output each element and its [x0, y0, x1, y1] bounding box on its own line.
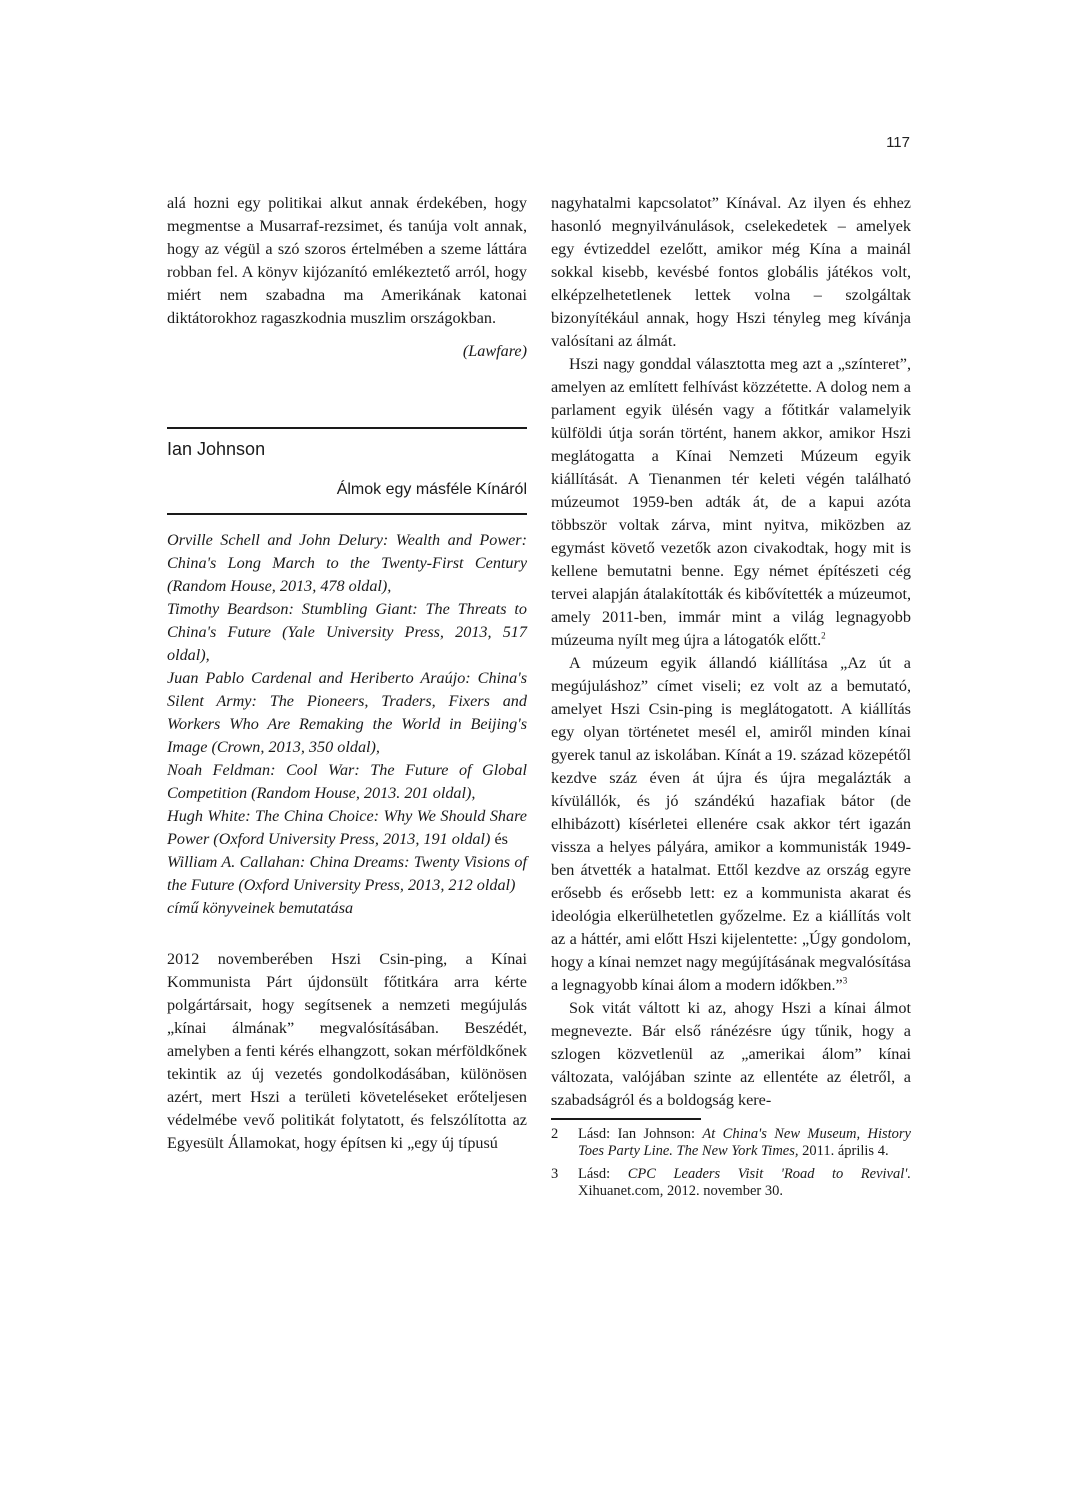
footnote-number: 3 [551, 1166, 559, 1182]
book-entry: Juan Pablo Cardenal and Heriberto Araújo: China's Silent Army: The Pioneers, Traders, Fixers and Workers Who Are Remaking the World in Beijing's Image (Crown, 2013, 350 oldal), [167, 669, 527, 756]
footnote-divider [551, 1118, 701, 1120]
footnote-text: Lásd: [578, 1166, 628, 1182]
book-entry-text: Hugh White: The China Choice: Why We Should Share Power (Oxford University Press, 2013, 191 oldal) [167, 807, 527, 848]
right-column [551, 192, 911, 1206]
footnote [551, 1126, 911, 1160]
footnotes [551, 1126, 911, 1200]
footnote-title: CPC Leaders Visit 'Road to Revival'. [627, 1166, 911, 1182]
body-paragraph [551, 192, 911, 353]
book-entry: Orville Schell and John Delury: Wealth and Power: China's Long March to the Twenty-First Century (Random House, 2013, 478 oldal), [167, 531, 527, 595]
books-conjunction: és [490, 830, 508, 848]
reviewed-books-list [167, 529, 527, 920]
footnote-title: At China's New Museum, History Toes Party Line. The New York Times, [578, 1126, 911, 1159]
body-paragraph: 2012 novemberében Hszi Csin-ping, a Kínai Kommunista Párt újdonsült főtitkára arra kérte polgártársait, hogy segítsenek a nemzeti megújulás „kínai álmának” megvalósításában. Beszédét, amelyben a fenti kérés elhangzott, sokan mérföldkőnek tekintik az új vezetés gondolkodásában, különösen azért, mert Hszi a területi követeléseket erőteljesen védelmébe vevő politikát folytatott, és felszólította az Egyesült Államokat, hogy építsen ki „egy új típusú [167, 950, 527, 1152]
book-entry: Noah Feldman: Cool War: The Future of Global Competition (Random House, 2013. 201 oldal), [167, 761, 527, 802]
footnote-text: Lásd: Ian Johnson: [578, 1126, 703, 1142]
paragraph-text: Sok vitát váltott ki az, ahogy Hszi a kínai álmot megnevezte. Bár első ránézésre úgy tűnik, hogy a szlogen közvetlenül az „amerikai álom” kínai változata, valójában szinte az ellentéte az életről, a szabadságról és a boldogság kere- [551, 999, 911, 1109]
paragraph-text: nagyhatalmi kapcsolatot” Kínával. Az ilyen és ehhez hasonló megnyilvánulások, cselekedetek – amelyek egy évtizeddel ezelőtt, amikor még Kína a mainál sokkal kisebb, kevésbé fontos globális játékos volt, elképzelhetetlenek lettek volna – szolgáltak bizonyítékául annak, hogy Hszi tényleg meg kívánja valósítani az álmát. [551, 194, 911, 350]
body-paragraph [551, 652, 911, 997]
book-entry [167, 805, 527, 851]
footnote-number: 2 [551, 1126, 559, 1142]
left-column [167, 192, 527, 1155]
footnote-text: 2011. április 4. [798, 1143, 889, 1159]
article-title: Álmok egy másféle Kínáról [336, 481, 527, 498]
footnote-ref: 3 [842, 975, 848, 986]
article-author: Ian Johnson [167, 439, 266, 459]
book-entry: Timothy Beardson: Stumbling Giant: The Threats to China's Future (Yale University Press, 2013, 517 oldal), [167, 600, 527, 664]
book-entry: William A. Callahan: China Dreams: Twenty Visions of the Future (Oxford University Press, 2013, 212 oldal) [167, 853, 527, 894]
footnote-ref: 2 [821, 630, 826, 641]
body-paragraph [551, 353, 911, 652]
section-divider [167, 427, 527, 429]
paragraph-text: Hszi nagy gonddal választotta meg azt a „színteret”, amelyen az említett felhívást közzétette. A dolog nem a parlament egyik ülésén vagy a főtitkár valamelyik külföldi útja során történt, hanem akkor, amikor Hszi meglátogatta a Kínai Nemzeti Múzeum egyik kiállítását. A Tienanmen tér keleti végén található múzeumot 1959-ben adták át, de a kapui azóta többször voltak zárva, mint nyitva, miközben az egymást követő vezetők azon civakodtak, hogy mit is kellene bemutatni benne. Egy német építészeti cég tervei alapján átalakították és kibővítették a múzeumot, amely 2011-ben, immár mint a világ legnagyobb múzeuma nyílt meg újra a látogatók előtt. [551, 355, 911, 649]
footnote-text: Xihuanet.com, 2012. november 30. [578, 1183, 783, 1199]
intro-paragraph: alá hozni egy politikai alkut annak érdekében, hogy megmentse a Musarraf-rezsimet, és tanúja volt annak, hogy az végül a szó szoros értelmében a szeme láttára robban fel. A könyv kijózanító emlékeztető arról, hogy miért nem szabadna ma Amerikának katonai diktátorokhoz ragaszkodnia muszlim országokban. [167, 194, 527, 327]
footnote [551, 1166, 911, 1200]
page-number: 117 [886, 134, 910, 151]
paragraph-text: A múzeum egyik állandó kiállítása „Az út a megújuláshoz” címet viseli; ez volt az a bemutató, amelyet Hszi Csin-ping is meglátogatott. A kiállítás egy olyan történetet mesél el, amiről minden kínai gyerek tanul az iskolában. Kínát a 19. század közepétől kezdve száz éven át újra és újra megalázták a kívülállók, és jó szándékú hazafiak bátor (de elhibázott) kísérletei ellenére csak akkor tért igazán vissza a helyes pályára, amikor a kommunisták 1949-ben átvették a hatalmat. Ettől kezdve az ország egyre erősebb és erősebb lett: ez a kommunista akarat és ideológia elkerülhetetlen győzelme. Ez a kiállítás volt az a háttér, ami előtt Hszi kijelentette: „Úgy gondolom, hogy a kínai nemzet nagy megújításának megvalósítása a legnagyobb kínai álom a modern időkben.” [551, 654, 911, 994]
body-paragraph [551, 997, 911, 1112]
source-attribution: (Lawfare) [462, 342, 527, 360]
title-divider [167, 513, 527, 515]
books-caption: című könyveinek bemutatása [167, 899, 354, 917]
